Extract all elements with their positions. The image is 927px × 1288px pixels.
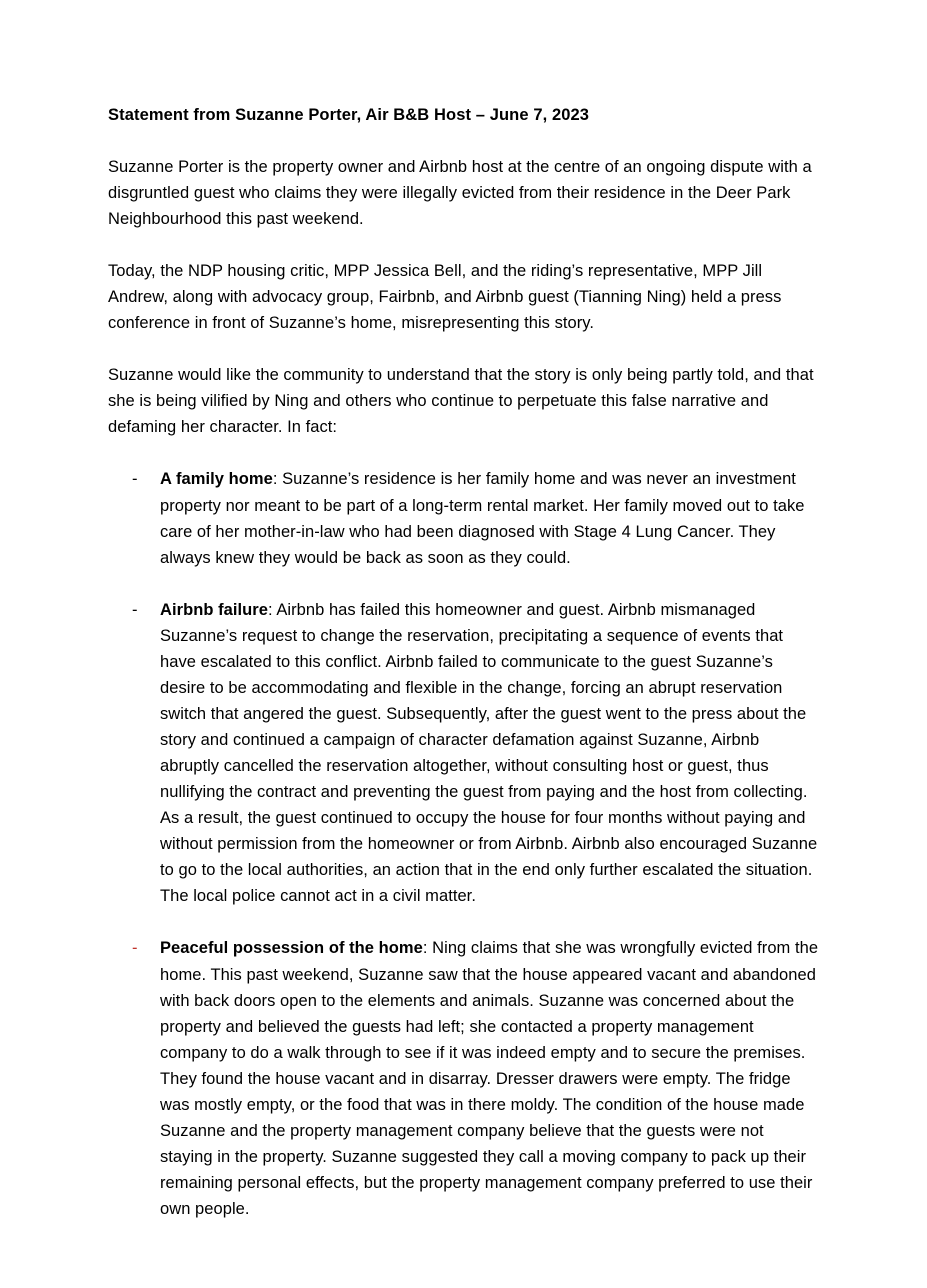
bullet-marker: -	[132, 939, 138, 958]
list-item	[108, 597, 819, 910]
paragraph-in-fact: Suzanne would like the community to understand that the story is only being partly told, and that she is being vilified by Ning and others who continue to perpetuate this false narrative and defaming her character. In fact:	[108, 366, 814, 437]
bullet-text	[160, 935, 819, 1222]
bullet-text	[160, 466, 819, 570]
bullet-lead: Peaceful possession of the home	[160, 939, 423, 958]
paragraph-press-conference: Today, the NDP housing critic, MPP Jessica Bell, and the riding’s representative, MPP Jill Andrew, along with advocacy group, Fairbnb, and Airbnb guest (Tianning Ning) held a press conference in front of Suzanne’s home, misrepresenting this story.	[108, 262, 782, 333]
bullet-marker: -	[132, 470, 138, 489]
bullet-body-text: : Airbnb has failed this homeowner and guest. Airbnb mismanaged Suzanne’s request to change the reservation, precipitating a sequence of events that have escalated to this conflict. Airbnb failed to communicate to the guest Suzanne’s desire to be accommodating and flexible in the change, forcing an abrupt reservation switch that angered the guest. Subsequently, after the guest went to the press about the story and continued a campaign of character defamation against Suzanne, Airbnb abruptly cancelled the reservation altogether, without consulting host or guest, thus nullifying the contract and preventing the guest from paying and the host from collecting. As a result, the guest continued to occupy the house for four months without paying and without permission from the homeowner or from Airbnb. Airbnb also encouraged Suzanne to go to the local authorities, an action that in the end only further escalated the situation. The local police cannot act in a civil matter.	[160, 600, 818, 906]
bullet-lead: Airbnb failure	[160, 600, 268, 619]
list-item	[108, 466, 819, 570]
paragraph-intro: Suzanne Porter is the property owner and Airbnb host at the centre of an ongoing dispute with a disgruntled guest who claims they were illegally evicted from their residence in the Deer Park Neighbourhood this past weekend.	[108, 157, 812, 229]
bullet-body-text: : Ning claims that she was wrongfully evicted from the home. This past weekend, Suzanne saw that the house appeared vacant and abandoned with back doors open to the elements and animals. Suzanne was concerned about the property and believed the guests had left; she contacted a property management company to do a walk through to see if it was indeed empty and to secure the premises. They found the house vacant and in disarray. Dresser drawers were empty. The fridge was mostly empty, or the food that was in there moldy. The condition of the house made Suzanne and the property management company believe that the guests were not staying in the property. Suzanne suggested they call a moving company to pack up their remaining personal effects, but the property management company preferred to use their own people.	[160, 939, 819, 1219]
bullet-text	[160, 597, 819, 910]
bullet-body-text: : Suzanne’s residence is her family home and was never an investment property nor meant to be part of a long-term rental market. Her family moved out to take care of her mother-in-law who had been diagnosed with Stage 4 Lung Cancer. They always knew they would be back as soon as they could.	[160, 470, 805, 567]
bullet-marker: -	[132, 600, 138, 619]
list-item	[108, 935, 819, 1222]
bullet-list	[108, 466, 819, 1222]
bullet-lead: A family home	[160, 470, 273, 489]
document-title: Statement from Suzanne Porter, Air B&B Host – June 7, 2023	[108, 106, 590, 124]
